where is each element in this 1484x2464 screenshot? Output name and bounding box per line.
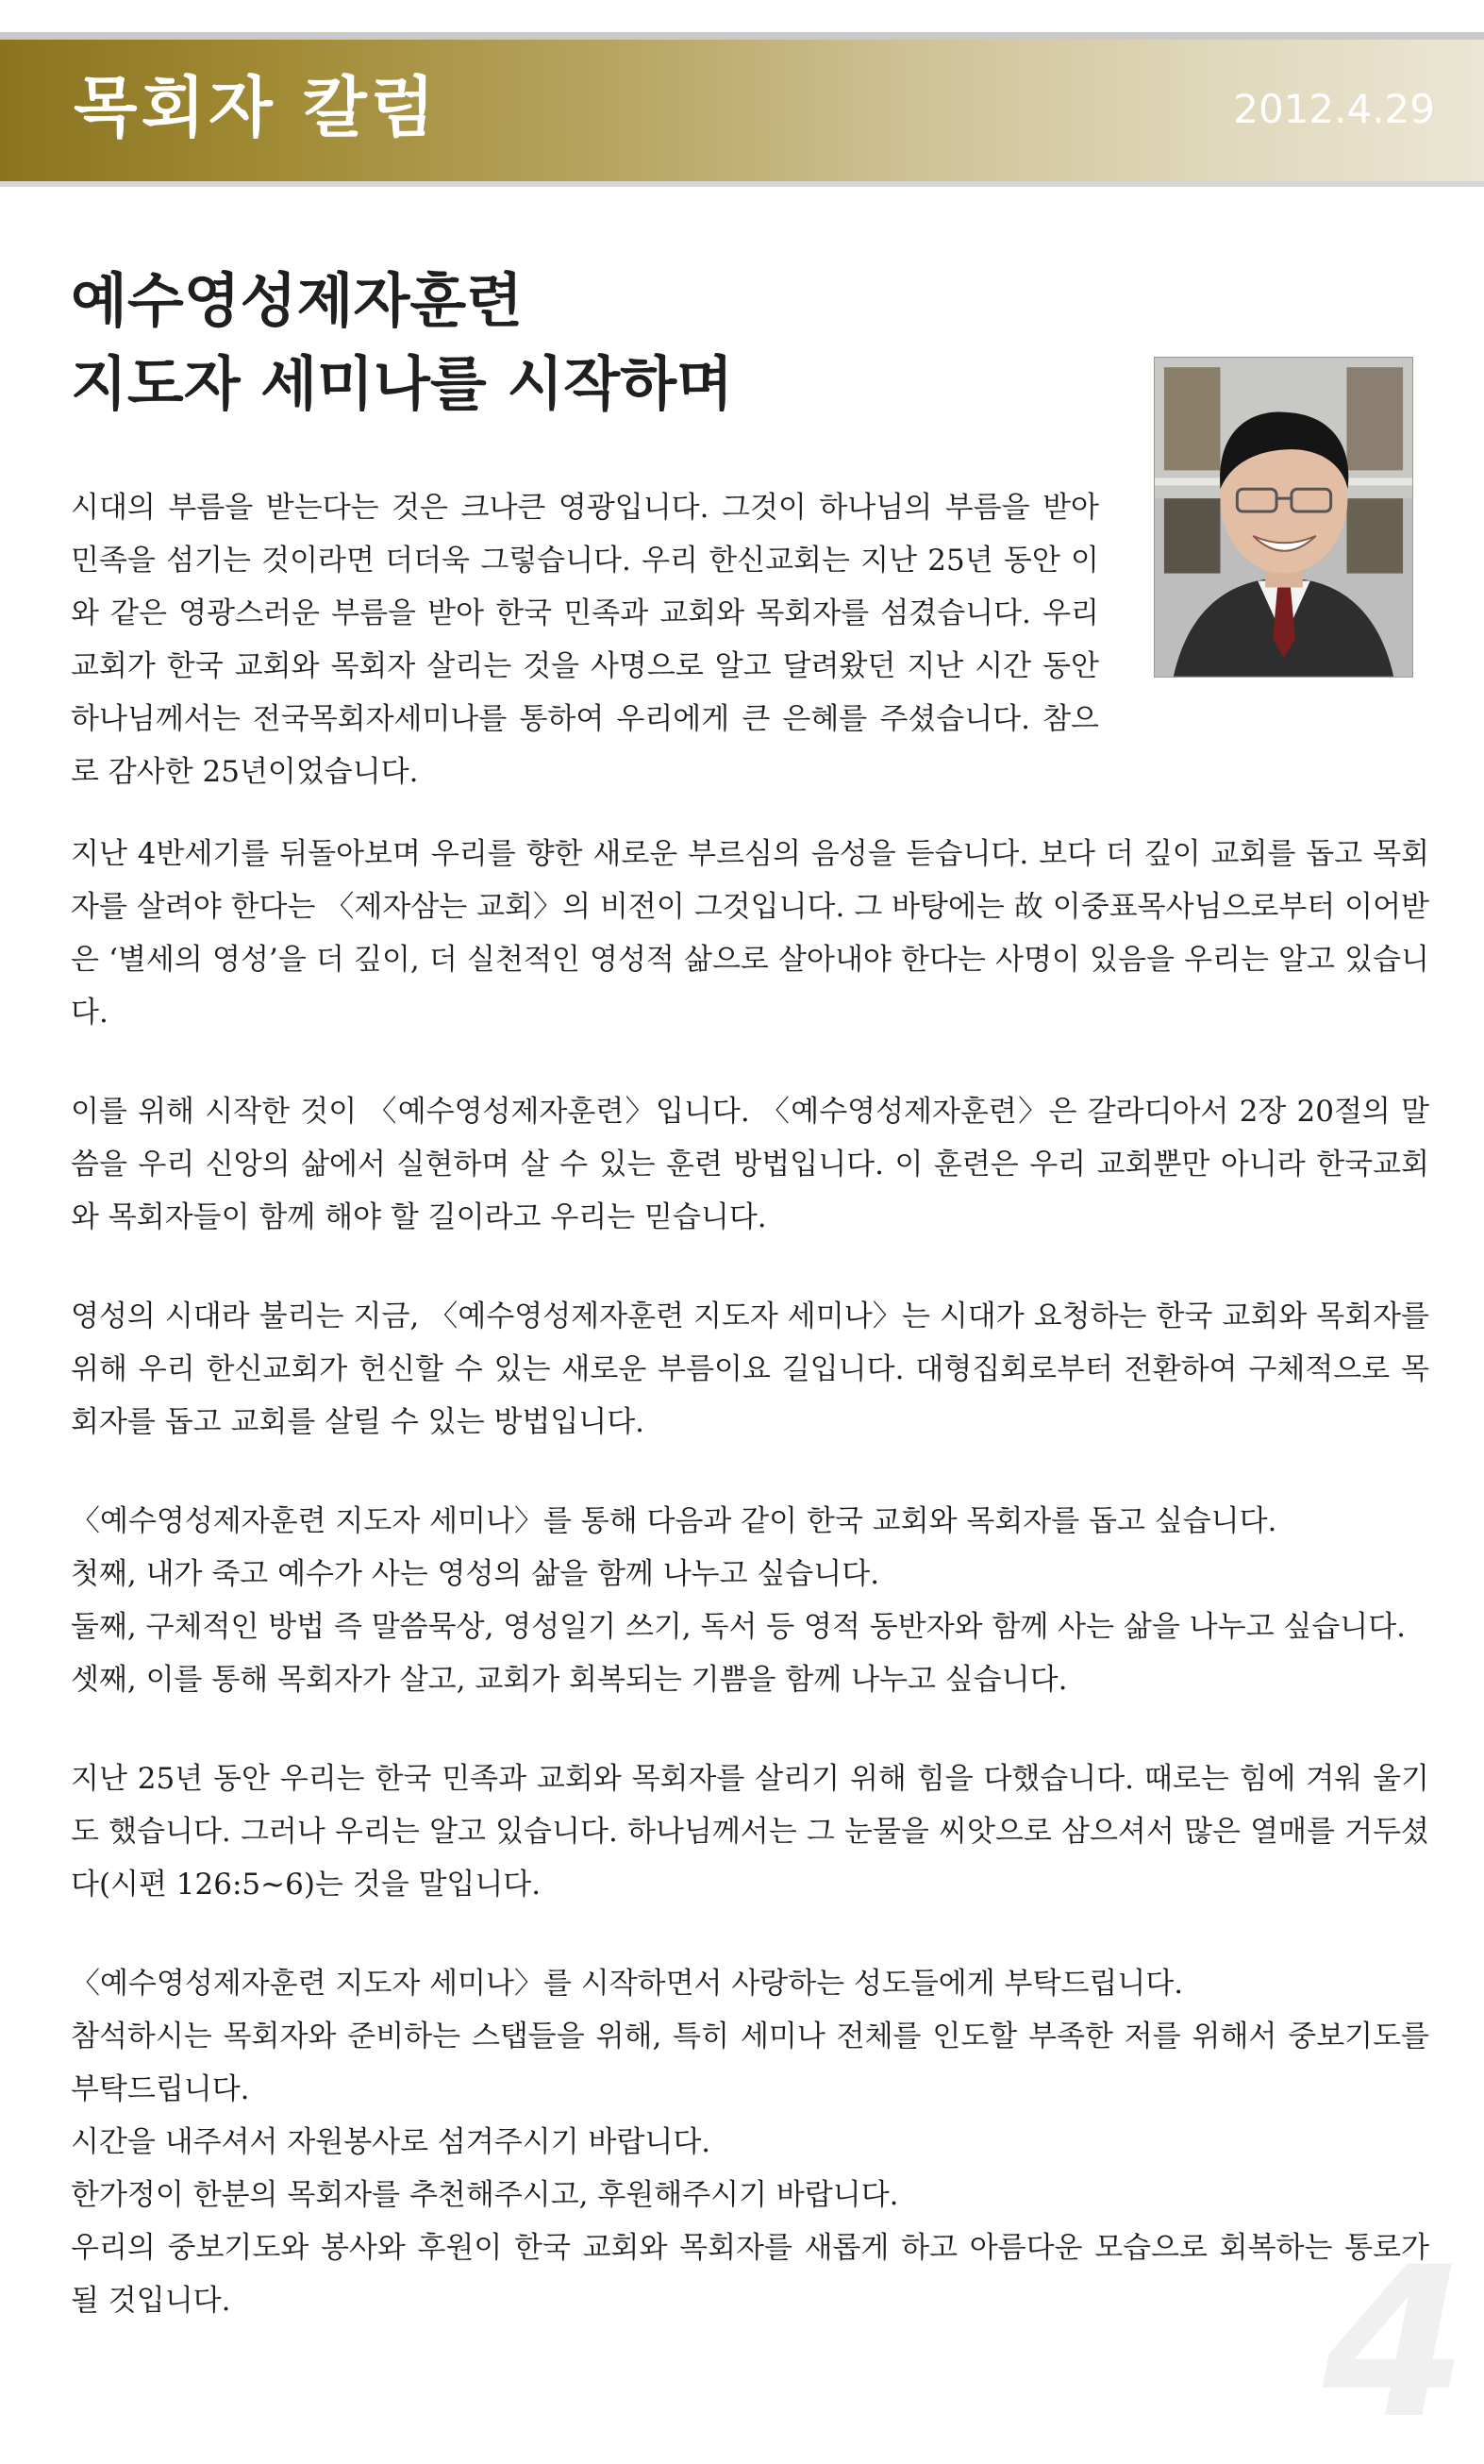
paragraph-4-line: 셋째, 이를 통해 목회자가 살고, 교회가 회복되는 기쁨을 함께 나누고 싶습니다. — [71, 1663, 1068, 1697]
article-body — [71, 828, 1429, 2373]
intro-paragraph: 시대의 부름을 받는다는 것은 크나큰 영광입니다. 그것이 하나님의 부름을 받아 민족을 섬기는 것이라면 더더욱 그렇습니다. 우리 한신교회는 지난 25년 동안 이와 같은 영광스러운 부름을 받아 한국 민족과 교회와 목회자를 섬겼습니다. 우리 교회가 한국 교회와 목회자 살리는 것을 사명으로 알고 달려왔던 지난 시간 동안 하나님께서는 전국목회자세미나를 통하여 우리에게 큰 은혜를 주셨습니다. 참으로 감사한 25년이었습니다. — [71, 491, 1099, 789]
paragraph-2: 이를 위해 시작한 것이 〈예수영성제자훈련〉입니다. 〈예수영성제자훈련〉은 갈라디아서 2장 20절의 말씀을 우리 신앙의 삶에서 실현하며 살 수 있는 훈련 방법입니다. 이 훈련은 우리 교회뿐만 아니라 한국교회와 목회자들이 함께 해야 할 길이라고 우리는 믿습니다. — [71, 1095, 1429, 1234]
article-title-line-2: 지도자 세미나를 시작하며 — [71, 349, 733, 418]
article-title-line-1: 예수영성제자훈련 — [71, 266, 524, 335]
paragraph-4-line: 〈예수영성제자훈련 지도자 세미나〉를 통해 다음과 같이 한국 교회와 목회자를 돕고 싶습니다. — [71, 1504, 1277, 1538]
paragraph-6-line: 참석하시는 목회자와 준비하는 스탭들을 위해, 특히 세미나 전체를 인도할 부족한 저를 위해서 중보기도를 부탁드립니다. — [71, 2020, 1429, 2106]
column-header-banner — [0, 40, 1484, 181]
paragraph-1: 지난 4반세기를 뒤돌아보며 우리를 향한 새로운 부르심의 음성을 듣습니다. 보다 더 깊이 교회를 돕고 목회자를 살려야 한다는 〈제자삼는 교회〉의 비전이 그것입니다. 그 바탕에는 故 이중표목사님으로부터 이어받은 ‘별세의 영성’을 더 깊이, 더 실천적인 영성적 삶으로 살아내야 한다는 사명이 있음을 우리는 알고 있습니다. — [71, 837, 1429, 1030]
top-divider-line — [0, 32, 1484, 40]
page-number: 4 — [1322, 2222, 1467, 2464]
paragraph-6-line: 우리의 중보기도와 봉사와 후원이 한국 교회와 목회자를 새롭게 하고 아름다운 모습으로 회복하는 통로가 될 것입니다. — [71, 2231, 1429, 2318]
header-bottom-line — [0, 181, 1484, 187]
paragraph-3: 영성의 시대라 불리는 지금, 〈예수영성제자훈련 지도자 세미나〉는 시대가 요청하는 한국 교회와 목회자를 위해 우리 한신교회가 헌신할 수 있는 새로운 부름이요 길입니다. 대형집회로부터 전환하여 구체적으로 목회자를 돕고 교회를 살릴 수 있는 방법입니다. — [71, 1299, 1429, 1439]
article-title — [71, 260, 1109, 426]
column-date: 2012.4.29 — [1233, 86, 1435, 132]
paragraph-4-line: 첫째, 내가 죽고 예수가 사는 영성의 삶을 함께 나누고 싶습니다. — [71, 1557, 880, 1591]
paragraph-6 — [71, 1957, 1429, 2327]
paragraph-4-line: 둘째, 구체적인 방법 즉 말씀묵상, 영성일기 쓰기, 독서 등 영적 동반자와 함께 사는 삶을 나누고 싶습니다. — [71, 1610, 1407, 1644]
paragraph-6-line: 한가정이 한분의 목회자를 추천해주시고, 후원해주시기 바랍니다. — [71, 2178, 899, 2212]
author-portrait-illustration — [1155, 358, 1412, 677]
paragraph-5: 지난 25년 동안 우리는 한국 민족과 교회와 목회자를 살리기 위해 힘을 다했습니다. 때로는 힘에 겨워 울기도 했습니다. 그러나 우리는 알고 있습니다. 하나님께서는 그 눈물을 씨앗으로 삼으셔서 많은 열매를 거두셨다(시편 126:5~6)는 것을 말입니다. — [71, 1762, 1429, 1902]
paragraph-4 — [71, 1495, 1429, 1706]
author-photo — [1154, 357, 1413, 678]
column-title: 목회자 칼럼 — [74, 69, 439, 146]
paragraph-6-line: 시간을 내주셔서 자원봉사로 섬겨주시기 바랍니다. — [71, 2125, 711, 2159]
paragraph-6-line: 〈예수영성제자훈련 지도자 세미나〉를 시작하면서 사랑하는 성도들에게 부탁드립니다. — [71, 1967, 1184, 2001]
